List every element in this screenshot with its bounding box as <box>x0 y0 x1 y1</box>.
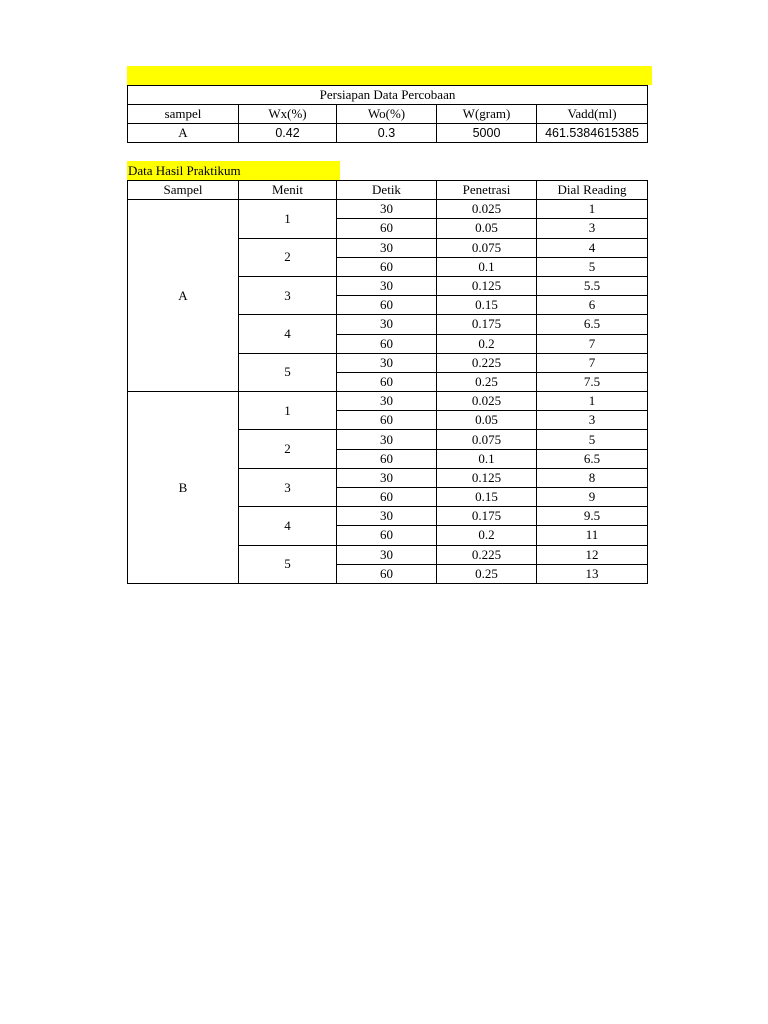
sample-b-detik-cell: 30 <box>337 507 437 526</box>
sample-b-detik-cell: 60 <box>337 449 437 468</box>
sample-b-detik-cell: 30 <box>337 468 437 487</box>
result-data-table <box>127 180 648 584</box>
sample-a-penetrasi-cell: 0.25 <box>437 372 537 391</box>
prep-header-wo: Wo(%) <box>337 105 437 124</box>
sample-a-penetrasi-cell: 0.1 <box>437 257 537 276</box>
sample-b-menit-cell: 2 <box>239 430 337 468</box>
prep-title: Persiapan Data Percobaan <box>128 86 648 105</box>
sample-a-detik-cell: 60 <box>337 334 437 353</box>
sample-b-penetrasi-cell: 0.25 <box>437 564 537 583</box>
sample-a-sample-label: A <box>128 200 239 392</box>
sample-a-penetrasi-cell: 0.05 <box>437 219 537 238</box>
sample-b-dial-reading-cell: 6.5 <box>537 449 648 468</box>
sample-a-penetrasi-cell: 0.075 <box>437 238 537 257</box>
sample-b-menit-cell: 3 <box>239 468 337 506</box>
sample-b-menit-cell: 5 <box>239 545 337 583</box>
sample-a-group <box>128 200 648 392</box>
sample-b-penetrasi-cell: 0.075 <box>437 430 537 449</box>
sample-a-detik-cell: 30 <box>337 315 437 334</box>
sample-a-menit-cell: 5 <box>239 353 337 391</box>
prep-cell-wo: 0.3 <box>337 124 437 143</box>
sample-b-menit-cell: 1 <box>239 392 337 430</box>
result-header-penetrasi: Penetrasi <box>437 181 537 200</box>
sample-b-penetrasi-cell: 0.1 <box>437 449 537 468</box>
sample-b-detik-cell: 60 <box>337 488 437 507</box>
sample-a-dial-reading-cell: 5.5 <box>537 276 648 295</box>
sample-b-penetrasi-cell: 0.05 <box>437 411 537 430</box>
sample-b-dial-reading-cell: 8 <box>537 468 648 487</box>
yellow-header-bar <box>127 66 652 85</box>
result-header-menit: Menit <box>239 181 337 200</box>
result-header-detik: Detik <box>337 181 437 200</box>
sample-a-detik-cell: 60 <box>337 296 437 315</box>
sample-b-penetrasi-cell: 0.025 <box>437 392 537 411</box>
sample-b-dial-reading-cell: 13 <box>537 564 648 583</box>
sample-a-penetrasi-cell: 0.15 <box>437 296 537 315</box>
sample-b-dial-reading-cell: 11 <box>537 526 648 545</box>
sample-a-menit-cell: 2 <box>239 238 337 276</box>
sample-a-dial-reading-cell: 5 <box>537 257 648 276</box>
prep-header-vadd: Vadd(ml) <box>537 105 648 124</box>
sample-b-penetrasi-cell: 0.175 <box>437 507 537 526</box>
sample-b-penetrasi-cell: 0.2 <box>437 526 537 545</box>
sample-a-penetrasi-cell: 0.175 <box>437 315 537 334</box>
sample-a-penetrasi-cell: 0.2 <box>437 334 537 353</box>
sample-a-detik-cell: 60 <box>337 219 437 238</box>
sample-a-dial-reading-cell: 7 <box>537 334 648 353</box>
sample-b-penetrasi-cell: 0.225 <box>437 545 537 564</box>
sample-b-menit-cell: 4 <box>239 507 337 545</box>
result-header-sampel: Sampel <box>128 181 239 200</box>
sample-b-dial-reading-cell: 1 <box>537 392 648 411</box>
prep-cell-wx: 0.42 <box>239 124 337 143</box>
sample-a-detik-cell: 30 <box>337 200 437 219</box>
sample-a-dial-reading-cell: 7 <box>537 353 648 372</box>
sample-a-dial-reading-cell: 6 <box>537 296 648 315</box>
sample-a-detik-cell: 30 <box>337 238 437 257</box>
prep-cell-vadd: 461.5384615385 <box>537 124 648 143</box>
sample-a-menit-cell: 3 <box>239 276 337 314</box>
table-row <box>128 200 648 219</box>
sample-a-dial-reading-cell: 7.5 <box>537 372 648 391</box>
sample-a-detik-cell: 60 <box>337 372 437 391</box>
sample-b-penetrasi-cell: 0.125 <box>437 468 537 487</box>
sample-b-dial-reading-cell: 12 <box>537 545 648 564</box>
prep-header-sampel: sampel <box>128 105 239 124</box>
prep-header-w: W(gram) <box>437 105 537 124</box>
prep-header-wx: Wx(%) <box>239 105 337 124</box>
result-header-dial-reading: Dial Reading <box>537 181 648 200</box>
sample-b-detik-cell: 30 <box>337 392 437 411</box>
table-row <box>128 392 648 411</box>
sample-a-dial-reading-cell: 4 <box>537 238 648 257</box>
sample-b-penetrasi-cell: 0.15 <box>437 488 537 507</box>
sample-b-detik-cell: 60 <box>337 526 437 545</box>
sample-b-dial-reading-cell: 3 <box>537 411 648 430</box>
prep-data-table <box>127 85 648 143</box>
sample-b-sample-label: B <box>128 392 239 584</box>
sample-a-dial-reading-cell: 3 <box>537 219 648 238</box>
sample-b-detik-cell: 30 <box>337 430 437 449</box>
sample-a-penetrasi-cell: 0.125 <box>437 276 537 295</box>
sample-a-menit-cell: 1 <box>239 200 337 238</box>
sample-b-detik-cell: 60 <box>337 564 437 583</box>
sample-b-dial-reading-cell: 9.5 <box>537 507 648 526</box>
sample-a-detik-cell: 30 <box>337 353 437 372</box>
prep-cell-w: 5000 <box>437 124 537 143</box>
sample-a-penetrasi-cell: 0.025 <box>437 200 537 219</box>
sample-b-detik-cell: 60 <box>337 411 437 430</box>
sample-a-penetrasi-cell: 0.225 <box>437 353 537 372</box>
sample-b-group <box>128 392 648 584</box>
prep-cell-sampel: A <box>128 124 239 143</box>
sample-a-detik-cell: 30 <box>337 276 437 295</box>
result-title: Data Hasil Praktikum <box>127 161 340 180</box>
sample-a-detik-cell: 60 <box>337 257 437 276</box>
sample-a-dial-reading-cell: 1 <box>537 200 648 219</box>
sample-b-detik-cell: 30 <box>337 545 437 564</box>
sample-a-menit-cell: 4 <box>239 315 337 353</box>
sample-a-dial-reading-cell: 6.5 <box>537 315 648 334</box>
sample-b-dial-reading-cell: 9 <box>537 488 648 507</box>
sample-b-dial-reading-cell: 5 <box>537 430 648 449</box>
